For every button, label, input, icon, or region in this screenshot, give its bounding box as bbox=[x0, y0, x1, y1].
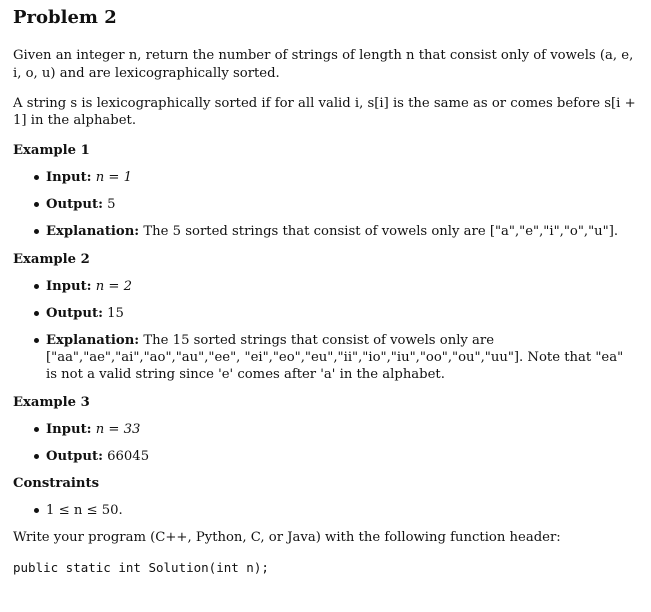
constraint-item bbox=[13, 502, 638, 519]
input-value: n = 2 bbox=[95, 278, 133, 294]
document-page bbox=[13, 6, 638, 576]
page-title: Problem 2 bbox=[13, 7, 117, 28]
constraint-text: 1 ≤ n ≤ 50. bbox=[46, 503, 123, 519]
explanation-label: Explanation: bbox=[46, 333, 140, 349]
explanation-text: The 5 sorted strings that consist of vowels only are ["a","e","i","o","u"]. bbox=[143, 224, 619, 240]
output-value: 5 bbox=[107, 197, 116, 213]
example-1-explanation bbox=[13, 223, 638, 240]
explanation-label: Explanation: bbox=[46, 224, 140, 240]
input-value: n = 1 bbox=[95, 170, 133, 186]
output-label: Output: bbox=[46, 197, 103, 213]
example-1-list bbox=[13, 169, 638, 240]
sorted-definition: A string s is lexicographically sorted if for all valid i, s[i] is the same as or comes before s[i + 1] in the alphabet. bbox=[13, 95, 636, 128]
example-2 bbox=[13, 251, 638, 384]
output-value: 15 bbox=[107, 305, 124, 321]
explanation-text: The 15 sorted strings that consist of vowels only are ["aa","ae","ai","ao","au","ee", "ei","eo","eu","ii","io","iu","oo","ou","uu"]. Note that "ea" is not a valid string since 'e' comes after 'a' in the alphabet. bbox=[46, 333, 624, 383]
output-label: Output: bbox=[46, 305, 103, 321]
constraints-list bbox=[13, 502, 638, 519]
input-label: Input: bbox=[46, 170, 92, 186]
example-2-explanation bbox=[13, 332, 638, 383]
example-1-input bbox=[13, 169, 638, 186]
example-1 bbox=[13, 142, 638, 241]
example-1-title: Example 1 bbox=[13, 143, 90, 159]
example-3 bbox=[13, 394, 638, 465]
example-1-output bbox=[13, 196, 638, 213]
constraints-title: Constraints bbox=[13, 476, 100, 492]
example-2-output bbox=[13, 305, 638, 322]
example-2-list bbox=[13, 278, 638, 384]
constraints-section bbox=[13, 475, 638, 519]
output-value: 66045 bbox=[107, 448, 150, 464]
input-label: Input: bbox=[46, 421, 92, 437]
example-2-input bbox=[13, 278, 638, 295]
input-value: n = 33 bbox=[95, 421, 141, 437]
example-3-input bbox=[13, 421, 638, 438]
function-header-code: public static int Solution(int n); bbox=[13, 559, 269, 575]
example-3-output bbox=[13, 448, 638, 465]
example-3-list bbox=[13, 421, 638, 465]
problem-statement: Given an integer n, return the number of strings of length n that consist only of vowels (a, e, i, o, u) and are lexicographically sorted. bbox=[13, 48, 634, 81]
output-label: Output: bbox=[46, 448, 103, 464]
instruction-text: Write your program (C++, Python, C, or Java) with the following function header: bbox=[13, 530, 561, 546]
input-label: Input: bbox=[46, 278, 92, 294]
example-3-title: Example 3 bbox=[13, 394, 90, 410]
example-2-title: Example 2 bbox=[13, 251, 90, 267]
